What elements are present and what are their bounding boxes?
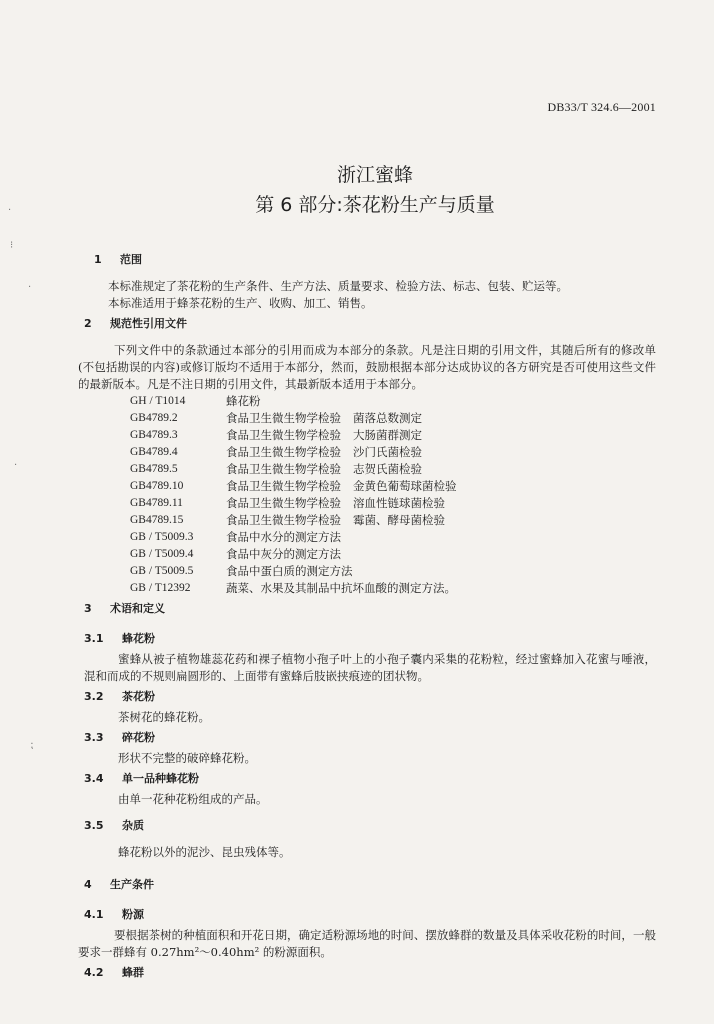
term-definition: 形状不完整的破碎蜂花粉。: [118, 751, 256, 765]
document-title: 浙江蜜蜂: [336, 164, 413, 186]
reference-item: GB4789.11 食品卫生微生物学检验 溶血性链球菌检验: [130, 496, 445, 510]
scan-speck: ·: [14, 460, 18, 471]
reference-item: GB / T5009.5 食品中蛋白质的测定方法: [130, 564, 353, 578]
reference-item: GH / T1014 蜂花粉: [130, 394, 261, 408]
section-title: 生产条件: [110, 878, 154, 891]
term-heading: 3.5 杂质: [84, 819, 144, 832]
section-title: 范围: [120, 253, 142, 266]
section-4-heading: [84, 876, 656, 893]
reference-item: GB4789.2 食品卫生微生物学检验 菌落总数测定: [130, 411, 422, 425]
term-heading: 3.1 蜂花粉: [84, 632, 155, 645]
term-definition: 蜂花粉以外的泥沙、昆虫残体等。: [118, 845, 291, 859]
scan-speck: ·: [8, 205, 12, 216]
reference-item: GB4789.10 食品卫生微生物学检验 金黄色葡萄球菌检验: [130, 479, 457, 493]
section-2-heading: [84, 315, 656, 332]
subsection-paragraph: 要根据茶树的种植面积和开花日期，确定适粉源场地的时间、摆放蜂群的数量及具体采收花粉的时间，一般要求一群蜂有 0.27hm²～0.40hm² 的粉源面积。: [78, 928, 656, 959]
document-subtitle: 第 6 部分:茶花粉生产与质量: [255, 194, 495, 216]
section-title: 规范性引用文件: [110, 317, 187, 330]
section-number: 1: [94, 253, 102, 266]
section-number: 3: [84, 602, 92, 615]
scan-speck: ⁝: [10, 240, 14, 251]
reference-item: GB / T5009.4 食品中灰分的测定方法: [130, 547, 341, 561]
term-heading: 3.4 单一品种蜂花粉: [84, 772, 199, 785]
term-definition: 茶树花的蜂花粉。: [118, 710, 210, 724]
document-code: DB33/T 324.6—2001: [547, 100, 656, 114]
term-definition: 蜜蜂从被子植物雄蕊花药和裸子植物小孢子叶上的小孢子囊内采集的花粉粒，经过蜜蜂加入花蜜与唾液，混和而成的不规则扁圆形的、上面带有蜜蜂后肢嵌挟痕迹的团状物。: [84, 652, 656, 683]
reference-item: GB / T5009.3 食品中水分的测定方法: [130, 530, 341, 544]
reference-item: GB4789.4 食品卫生微生物学检验 沙门氏菌检验: [130, 445, 422, 459]
section-1-paragraph: 本标准规定了茶花粉的生产条件、生产方法、质量要求、检验方法、标志、包装、贮运等。: [108, 279, 568, 293]
reference-list: [130, 393, 656, 597]
section-number: 2: [84, 317, 92, 330]
subsection-heading: 4.1 粉源: [84, 908, 144, 921]
term-heading: 3.2 茶花粉: [84, 690, 155, 703]
term-definition: 由单一花种花粉组成的产品。: [118, 792, 268, 806]
document-body: [78, 248, 656, 985]
reference-item: GB / T12392 蔬菜、水果及其制品中抗坏血酸的测定方法。: [130, 581, 456, 595]
scan-speck: ·: [28, 282, 32, 293]
reference-item: GB4789.5 食品卫生微生物学检验 志贺氏菌检验: [130, 462, 422, 476]
section-3-heading: [84, 600, 656, 617]
section-title: 术语和定义: [110, 602, 165, 615]
section-2-paragraph: 下列文件中的条款通过本部分的引用而成为本部分的条款。凡是注日期的引用文件，其随后所有的修改单(不包括勘误的内容)或修订版均不适用于本部分，然而，鼓励根据本部分达成协议的各方研究是否可使用这些文件的最新版本。凡是不注日期的引用文件，其最新版本适用于本部分。: [78, 343, 656, 391]
section-1-heading: [94, 251, 656, 268]
section-1-paragraph: 本标准适用于蜂茶花粉的生产、收购、加工、销售。: [108, 296, 373, 310]
section-number: 4: [84, 878, 92, 891]
reference-item: GB4789.3 食品卫生微生物学检验 大肠菌群测定: [130, 428, 422, 442]
reference-item: GB4789.15 食品卫生微生物学检验 霉菌、酵母菌检验: [130, 513, 445, 527]
subsection-heading: 4.2 蜂群: [84, 966, 144, 979]
scan-speck: ⁏: [30, 740, 34, 751]
term-heading: 3.3 碎花粉: [84, 731, 155, 744]
